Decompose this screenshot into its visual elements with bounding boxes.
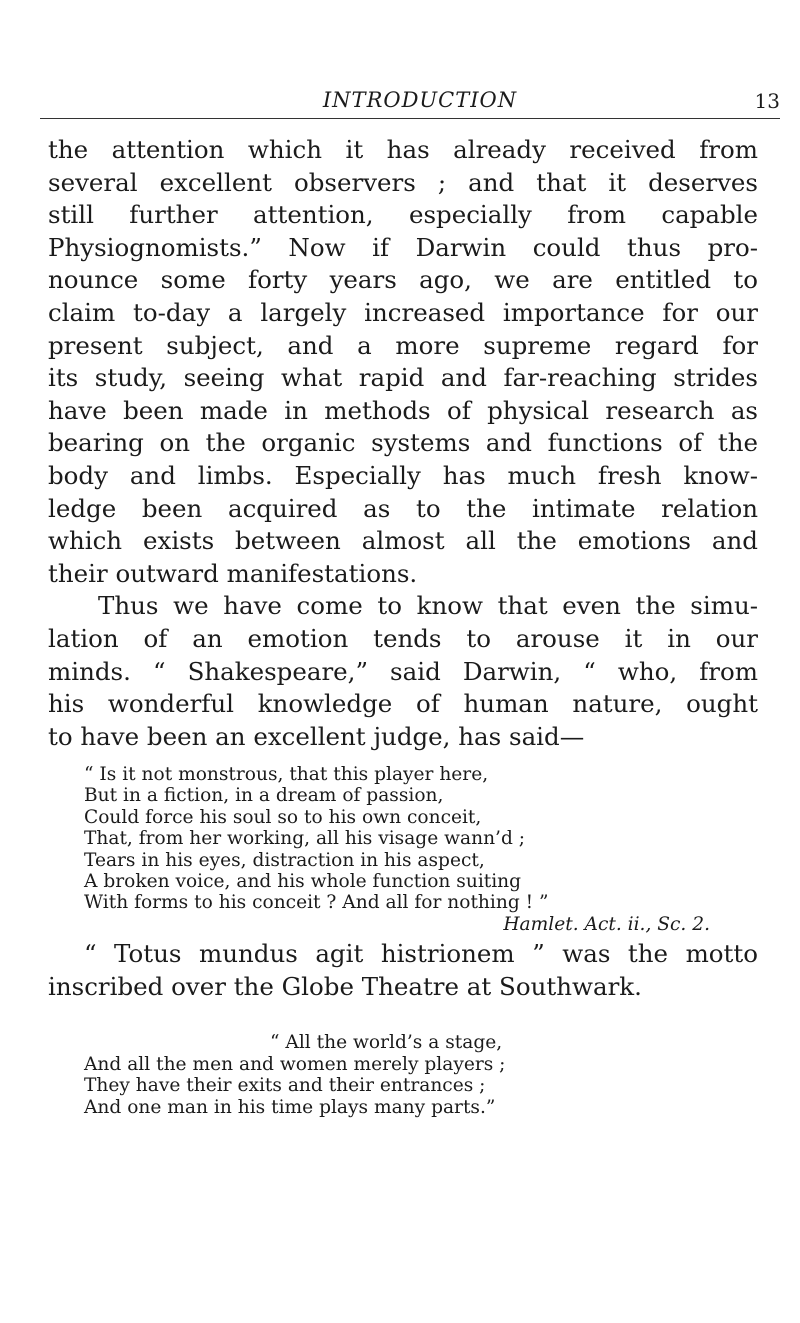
text-line: “ Totus mundus agit histrionem ” was the motto <box>84 939 758 968</box>
text-line: Thus we have come to know that even the simu- <box>98 591 758 621</box>
text-line: lation of an emotion tends to arouse it in our <box>48 623 758 653</box>
text-line: have been made in methods of physical research as <box>48 395 758 425</box>
verse-line: “ All the world’s a stage, <box>270 1032 503 1053</box>
header-rule <box>40 118 780 119</box>
quote-line: “ Is it not monstrous, that this player here, <box>84 764 489 785</box>
text-line: the attention which it has already received from <box>48 135 758 164</box>
text-line: body and limbs. Especially has much fresh know- <box>48 460 758 490</box>
quote-line: That, from her working, all his visage wann’d ; <box>84 828 526 850</box>
text-line: Physiognomists.” Now if Darwin could thus pro- <box>48 232 758 262</box>
quote-line: A broken voice, and his whole function suiting <box>84 870 522 892</box>
verse-line: And one man in his time plays many parts.” <box>84 1096 496 1118</box>
text-line: inscribed over the Globe Theatre at Southwark. <box>48 971 642 1001</box>
quote-line: Could force his soul so to his own conceit, <box>84 806 482 828</box>
page-number: 13 <box>754 89 780 113</box>
running-title: INTRODUCTION <box>322 88 518 112</box>
paragraph-1 <box>48 134 758 753</box>
as-you-like-it-quotation <box>84 1032 684 1118</box>
quote-citation: Hamlet. Act. ii., Sc. 2. <box>503 913 710 935</box>
quote-line: But in a fiction, in a dream of passion, <box>84 785 444 807</box>
text-line: their outward manifestations. <box>48 558 418 588</box>
text-line: bearing on the organic systems and functions of the <box>48 428 758 458</box>
paragraph-3 <box>48 938 758 1003</box>
text-line: claim to-day a largely increased importance for our <box>48 297 758 327</box>
text-line: his wonderful knowledge of human nature, ought <box>48 689 758 719</box>
text-line: minds. “ Shakespeare,” said Darwin, “ who, from <box>48 656 758 686</box>
text-line: which exists between almost all the emotions and <box>48 526 758 556</box>
quote-line: With forms to his conceit ? And all for nothing ! ” <box>84 892 549 914</box>
text-line: to have been an excellent judge, has said— <box>48 721 585 751</box>
text-line: its study, seeing what rapid and far-reaching strides <box>48 363 758 393</box>
text-line: ledge been acquired as to the intimate relation <box>48 493 758 523</box>
text-line: present subject, and a more supreme regard for <box>48 330 758 360</box>
text-line: several excellent observers ; and that it deserves <box>48 167 758 197</box>
text-line: nounce some forty years ago, we are entitled to <box>48 265 758 295</box>
running-head <box>40 86 800 120</box>
text-line: still further attention, especially from capable <box>48 200 758 230</box>
hamlet-quotation <box>84 764 710 936</box>
verse-line: And all the men and women merely players ; <box>84 1053 506 1075</box>
verse-line: They have their exits and their entrances ; <box>84 1075 486 1097</box>
quote-line: Tears in his eyes, distraction in his aspect, <box>84 849 485 871</box>
